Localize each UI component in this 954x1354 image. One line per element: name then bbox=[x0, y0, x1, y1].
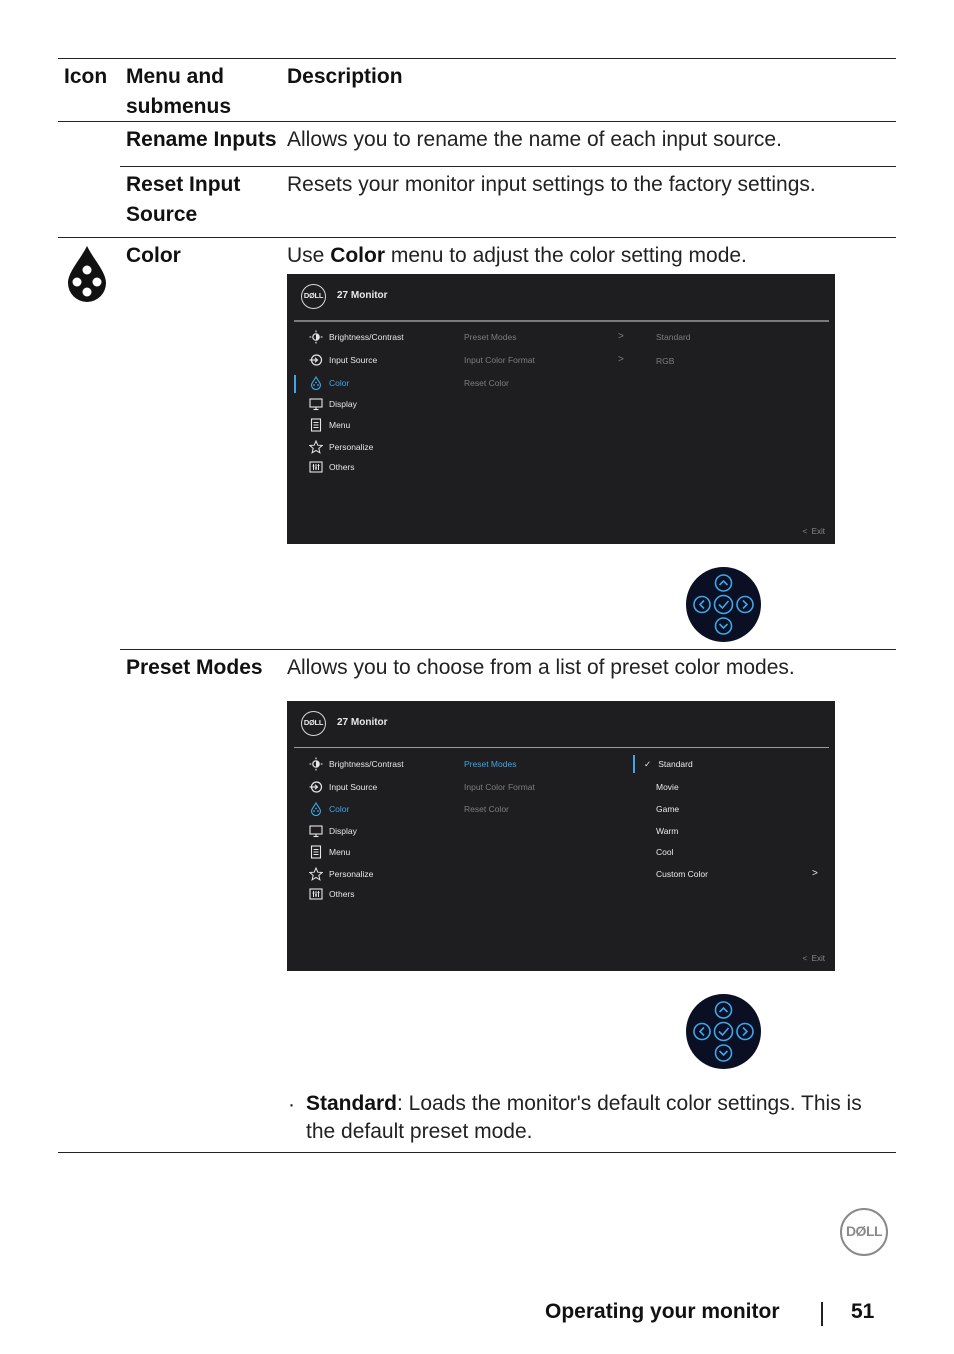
osd-item-menu[interactable]: Menu bbox=[329, 847, 351, 857]
osd-exit[interactable] bbox=[803, 527, 825, 536]
osd-sub-input-color-format[interactable]: Input Color Format bbox=[464, 355, 535, 365]
osd-option-standard-label: Standard bbox=[658, 759, 693, 769]
osd-item-others[interactable]: Others bbox=[329, 889, 355, 899]
header-description: Description bbox=[287, 65, 403, 88]
table-bottom-rule bbox=[58, 1152, 896, 1153]
osd-exit-label: Exit bbox=[811, 527, 825, 536]
input-source-icon bbox=[309, 780, 323, 794]
color-icon bbox=[309, 376, 323, 390]
header-icon: Icon bbox=[64, 65, 108, 88]
reset-input-source-label bbox=[126, 170, 240, 230]
bullet-marker: · bbox=[288, 1093, 295, 1116]
osd-option-custom-color[interactable]: Custom Color bbox=[656, 869, 708, 879]
preset-modes-label: Preset Modes bbox=[126, 656, 263, 679]
osd-color-menu bbox=[287, 274, 835, 544]
preset-modes-description: Allows you to choose from a list of preset color modes. bbox=[287, 656, 795, 679]
chevron-left-icon: < bbox=[802, 527, 808, 536]
osd-item-brightness[interactable]: Brightness/Contrast bbox=[329, 759, 404, 769]
display-icon bbox=[309, 824, 323, 838]
osd-sub-input-color-format[interactable]: Input Color Format bbox=[464, 782, 535, 792]
osd-item-display[interactable]: Display bbox=[329, 399, 357, 409]
osd-item-color[interactable]: Color bbox=[329, 378, 350, 388]
others-icon bbox=[309, 887, 323, 901]
osd-item-brightness[interactable]: Brightness/Contrast bbox=[329, 332, 404, 342]
footer-section-title: Operating your monitor bbox=[545, 1300, 780, 1323]
joystick-navigation-icon bbox=[686, 567, 761, 642]
chevron-right-icon: > bbox=[618, 354, 624, 365]
menu-icon bbox=[309, 845, 323, 859]
osd-dell-logo: DØLL bbox=[301, 284, 326, 309]
bullet-standard-bold: Standard bbox=[306, 1092, 398, 1115]
color-desc-post: menu to adjust the color setting mode. bbox=[385, 244, 747, 267]
color-desc-pre: Use bbox=[287, 244, 331, 267]
brightness-icon bbox=[309, 330, 323, 344]
osd-option-movie[interactable]: Movie bbox=[656, 782, 679, 792]
header-rule bbox=[58, 121, 896, 122]
menu-icon bbox=[309, 418, 323, 432]
color-label: Color bbox=[126, 244, 181, 267]
color-description bbox=[287, 241, 747, 271]
osd-option-warm[interactable]: Warm bbox=[656, 826, 679, 836]
chevron-left-icon: < bbox=[802, 954, 808, 963]
osd-option-cool[interactable]: Cool bbox=[656, 847, 674, 857]
osd-selection-bar bbox=[633, 755, 635, 773]
osd-selection-bar bbox=[294, 375, 296, 393]
rename-inputs-description: Allows you to rename the name of each input source. bbox=[287, 128, 782, 151]
osd-sub-preset-modes[interactable]: Preset Modes bbox=[464, 759, 517, 769]
brightness-icon bbox=[309, 757, 323, 771]
bullet-standard-text: : Loads the monitor's default color settings. This is the default preset mode. bbox=[306, 1092, 862, 1143]
osd-item-others[interactable]: Others bbox=[329, 462, 355, 472]
footer-separator bbox=[821, 1302, 823, 1326]
osd-title-rule bbox=[294, 320, 829, 322]
row-rule bbox=[120, 649, 896, 650]
osd-sub-reset-color[interactable]: Reset Color bbox=[464, 378, 509, 388]
others-icon bbox=[309, 460, 323, 474]
header-menu: Menu and submenus bbox=[126, 65, 232, 118]
osd-item-color[interactable]: Color bbox=[329, 804, 350, 814]
osd-item-input-source[interactable]: Input Source bbox=[329, 355, 378, 365]
star-icon bbox=[309, 440, 323, 454]
bullet-standard bbox=[306, 1090, 886, 1146]
osd-item-display[interactable]: Display bbox=[329, 826, 357, 836]
section-rule bbox=[58, 237, 896, 238]
table-top-rule bbox=[58, 58, 896, 59]
row-rule bbox=[120, 166, 896, 167]
osd-title: 27 Monitor bbox=[337, 717, 388, 728]
osd-sub-preset-modes[interactable]: Preset Modes bbox=[464, 332, 517, 342]
rename-inputs-label: Rename Inputs bbox=[126, 128, 277, 151]
osd-value-format: RGB bbox=[656, 356, 675, 366]
osd-value-preset: Standard bbox=[656, 332, 691, 342]
reset-input-source-line2: Source bbox=[126, 203, 198, 226]
input-source-icon bbox=[309, 353, 323, 367]
star-icon bbox=[309, 867, 323, 881]
color-drop-icon bbox=[66, 244, 108, 302]
osd-option-game[interactable]: Game bbox=[656, 804, 680, 814]
osd-title-rule bbox=[294, 747, 829, 748]
reset-input-source-line1: Reset Input bbox=[126, 173, 241, 196]
color-icon bbox=[309, 802, 323, 816]
osd-item-input-source[interactable]: Input Source bbox=[329, 782, 378, 792]
dell-logo: DØLL bbox=[840, 1208, 888, 1256]
osd-dell-logo: DØLL bbox=[301, 711, 326, 736]
check-icon: ✓ bbox=[644, 759, 652, 769]
page-number: 51 bbox=[851, 1300, 875, 1323]
osd-item-personalize[interactable]: Personalize bbox=[329, 869, 374, 879]
osd-exit-label: Exit bbox=[811, 954, 825, 963]
chevron-right-icon: > bbox=[812, 868, 818, 879]
chevron-right-icon: > bbox=[618, 331, 624, 342]
osd-title: 27 Monitor bbox=[337, 290, 388, 301]
osd-item-menu[interactable]: Menu bbox=[329, 420, 351, 430]
osd-item-personalize[interactable]: Personalize bbox=[329, 442, 374, 452]
osd-sub-reset-color[interactable]: Reset Color bbox=[464, 804, 509, 814]
color-desc-bold: Color bbox=[330, 244, 386, 267]
osd-exit[interactable] bbox=[803, 954, 825, 963]
joystick-navigation-icon bbox=[686, 994, 761, 1069]
osd-option-standard[interactable] bbox=[644, 758, 693, 770]
reset-input-source-description: Resets your monitor input settings to the factory settings. bbox=[287, 173, 816, 196]
display-icon bbox=[309, 397, 323, 411]
osd-preset-modes-menu bbox=[287, 701, 835, 971]
